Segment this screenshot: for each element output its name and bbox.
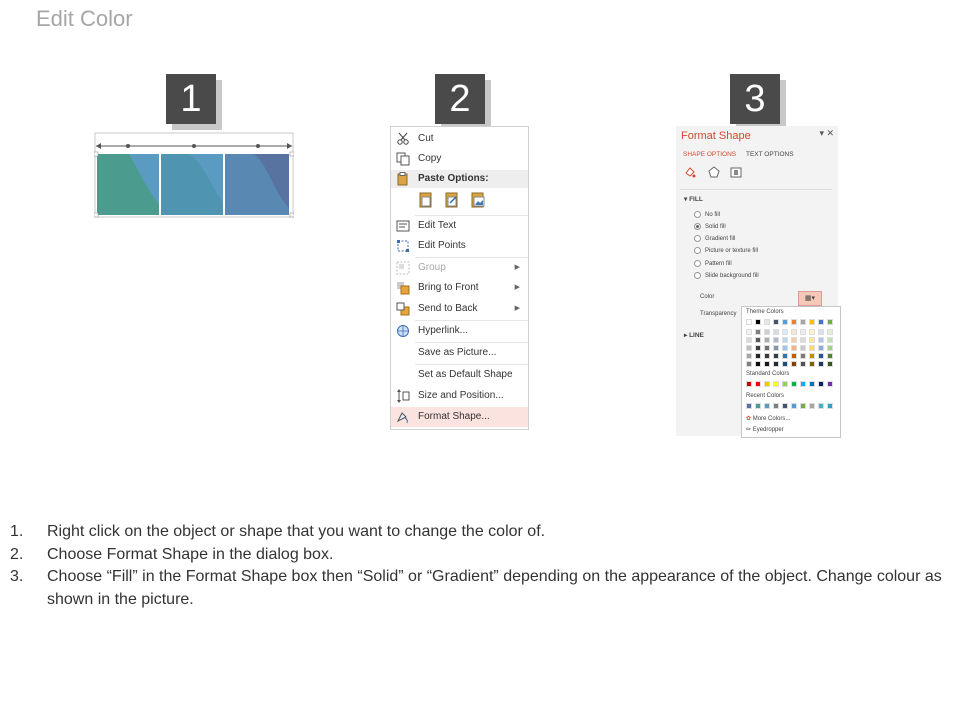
color-swatch[interactable] (827, 337, 833, 343)
radio-picture-texture-fill[interactable] (694, 246, 758, 256)
color-swatch[interactable] (773, 403, 779, 409)
color-swatch[interactable] (791, 353, 797, 359)
eyedropper-label: Eyedropper (752, 427, 784, 433)
menu-item-edit-points[interactable] (391, 236, 528, 256)
radio-label: Solid fill (705, 224, 726, 230)
menu-item-label: Cut (418, 133, 434, 144)
color-swatch[interactable] (827, 403, 833, 409)
color-swatch[interactable] (755, 319, 761, 325)
resize-handle (94, 152, 98, 156)
color-swatch[interactable] (800, 345, 806, 351)
handle-dot (126, 144, 130, 148)
radio-gradient-fill[interactable] (694, 234, 735, 244)
color-swatch[interactable] (818, 345, 824, 351)
radio-label: Picture or texture fill (705, 248, 759, 254)
color-swatch[interactable] (800, 329, 806, 335)
color-swatch[interactable] (809, 403, 815, 409)
color-palette-dropdown (741, 306, 841, 438)
scissors-icon (396, 132, 410, 146)
menu-item-hyperlink[interactable] (391, 321, 528, 341)
recent-colors-header: Recent Colors (746, 393, 785, 399)
menu-item-label: Bring to Front (418, 282, 479, 293)
radio-pattern-fill[interactable] (694, 259, 732, 269)
color-swatch[interactable] (827, 329, 833, 335)
eyedropper-icon: ✏ (746, 427, 752, 433)
radio-label: No fill (705, 212, 721, 218)
radio-label: Slide background fill (705, 273, 759, 279)
submenu-arrow-icon: ▶ (514, 305, 520, 312)
handle-dot (192, 144, 196, 148)
color-swatch[interactable] (800, 361, 806, 367)
menu-item-save-as-picture[interactable] (391, 343, 528, 363)
instruction-text: Choose “Fill” in the Format Shape box then “Solid” or “Gradient” depending on the appearance of the object. Change colour as shown in the picture. (47, 568, 942, 608)
color-swatch[interactable] (791, 337, 797, 343)
color-swatch[interactable] (746, 403, 752, 409)
color-swatch[interactable] (782, 353, 788, 359)
color-swatch[interactable] (755, 403, 761, 409)
size-position-icon (396, 389, 410, 403)
color-swatch[interactable] (764, 381, 770, 387)
color-swatch[interactable] (764, 329, 770, 335)
send-back-icon (396, 302, 410, 316)
color-picker-button[interactable]: ▦▾ (798, 291, 822, 306)
color-swatch[interactable] (755, 345, 761, 351)
menu-item-set-default-shape[interactable] (391, 365, 528, 385)
color-swatch[interactable] (773, 345, 779, 351)
color-swatch[interactable] (764, 353, 770, 359)
instruction-text: Right click on the object or shape that you want to change the color of. (47, 523, 546, 540)
resize-handle (290, 152, 294, 156)
color-wheel-icon: ✿ (746, 416, 752, 422)
more-colors-label: More Colors... (752, 416, 791, 422)
color-swatch[interactable] (827, 353, 833, 359)
standard-colors-header: Standard Colors (746, 371, 790, 377)
menu-item-label: Edit Text (418, 220, 457, 231)
color-swatch[interactable] (809, 353, 815, 359)
color-swatch[interactable] (755, 353, 761, 359)
menu-item-label: Group (418, 262, 446, 273)
menu-item-group[interactable] (391, 258, 528, 278)
color-swatch[interactable] (827, 319, 833, 325)
color-swatch[interactable] (764, 319, 770, 325)
badge-number: 3 (730, 74, 780, 124)
step-badge-1 (166, 74, 216, 124)
color-swatch[interactable] (818, 381, 824, 387)
bring-front-icon (396, 281, 410, 295)
color-swatch[interactable] (773, 353, 779, 359)
color-swatch[interactable] (827, 381, 833, 387)
color-swatch[interactable] (800, 319, 806, 325)
color-swatch[interactable] (809, 381, 815, 387)
color-swatch[interactable] (809, 319, 815, 325)
color-swatch[interactable] (782, 329, 788, 335)
pane-controls[interactable]: ▾ ✕ (819, 128, 834, 138)
color-swatch[interactable] (827, 345, 833, 351)
color-swatch[interactable] (755, 381, 761, 387)
page-title: Edit Color (36, 6, 133, 31)
color-swatch[interactable] (818, 337, 824, 343)
fill-line-icon[interactable] (684, 166, 696, 178)
color-swatch[interactable] (818, 319, 824, 325)
fill-header-label: FILL (689, 196, 703, 203)
color-swatch[interactable] (809, 361, 815, 367)
instruction-item (10, 521, 950, 544)
color-swatch[interactable] (782, 403, 788, 409)
menu-item-cut[interactable] (391, 129, 528, 149)
hyperlink-icon (396, 324, 410, 338)
color-swatch[interactable] (809, 337, 815, 343)
eyedropper-option[interactable] (746, 426, 784, 433)
pane-divider (680, 189, 832, 190)
step-badge-2 (435, 74, 485, 124)
color-swatch[interactable] (746, 353, 752, 359)
instruction-item (10, 544, 950, 567)
color-swatch[interactable] (782, 319, 788, 325)
color-swatch[interactable] (764, 337, 770, 343)
color-swatch[interactable] (818, 403, 824, 409)
color-swatch[interactable] (764, 403, 770, 409)
radio-slide-background-fill[interactable] (694, 271, 759, 281)
fill-section-header[interactable]: ▾ FILL (684, 196, 703, 203)
color-swatch[interactable] (764, 345, 770, 351)
instruction-text: Choose Format Shape in the dialog box. (47, 545, 334, 563)
color-swatch[interactable] (782, 361, 788, 367)
paste-options-header (391, 170, 528, 188)
instruction-list (10, 521, 950, 611)
color-swatch[interactable] (791, 329, 797, 335)
menu-item-size-position[interactable] (391, 386, 528, 406)
badge-number: 2 (435, 74, 485, 124)
color-swatch[interactable] (791, 319, 797, 325)
instruction-number: 3. (10, 568, 24, 585)
line-section-header[interactable]: ▸ LINE (684, 332, 704, 339)
color-swatch[interactable] (800, 403, 806, 409)
color-label: Color (700, 294, 715, 300)
selected-shape-preview[interactable] (94, 132, 294, 218)
menu-item-label: Edit Points (418, 240, 466, 251)
step-badge-3 (730, 74, 780, 124)
menu-item-format-shape[interactable] (391, 407, 528, 427)
submenu-arrow-icon: ▶ (514, 284, 520, 291)
color-swatch[interactable] (746, 361, 752, 367)
paste-options-label: Paste Options: (418, 173, 489, 184)
radio-label: Pattern fill (705, 261, 732, 267)
instruction-number: 2. (10, 545, 24, 563)
color-swatch[interactable] (746, 345, 752, 351)
color-swatch[interactable] (818, 353, 824, 359)
color-swatch[interactable] (809, 329, 815, 335)
more-colors-option[interactable] (746, 415, 790, 422)
color-swatch[interactable] (800, 337, 806, 343)
color-swatch[interactable] (818, 361, 824, 367)
line-header-label: LINE (689, 332, 704, 339)
resize-handle (94, 213, 98, 217)
menu-item-label: Copy (418, 153, 442, 164)
color-swatch[interactable] (809, 345, 815, 351)
menu-item-label: Size and Position... (418, 390, 504, 401)
radio-no-fill[interactable] (694, 210, 720, 220)
color-swatch[interactable] (746, 319, 752, 325)
menu-item-label: Save as Picture... (418, 347, 497, 358)
transparency-label: Transparency (700, 311, 737, 317)
color-swatch[interactable] (755, 329, 761, 335)
color-swatch[interactable] (746, 337, 752, 343)
paste-option-icons (418, 191, 498, 211)
edit-points-icon (396, 239, 410, 253)
color-swatch[interactable] (773, 381, 779, 387)
color-swatch[interactable] (746, 381, 752, 387)
instruction-number: 1. (10, 523, 24, 540)
arrow-left-icon (96, 143, 101, 149)
instruction-item (10, 566, 950, 611)
color-swatch[interactable] (773, 329, 779, 335)
edit-text-icon (396, 219, 410, 233)
paste-icon (396, 172, 410, 186)
menu-item-label: Send to Back (418, 303, 478, 314)
arrow-right-icon (287, 143, 292, 149)
submenu-arrow-icon: ▶ (514, 264, 520, 271)
badge-number: 1 (166, 74, 216, 124)
color-swatch[interactable] (764, 361, 770, 367)
copy-icon (396, 152, 410, 166)
menu-item-label: Format Shape... (418, 411, 490, 422)
color-swatch[interactable] (773, 319, 779, 325)
menu-item-send-to-back[interactable] (391, 299, 528, 319)
tab-shape-options[interactable]: SHAPE OPTIONS (683, 151, 737, 158)
color-swatch[interactable] (791, 381, 797, 387)
theme-colors-header: Theme Colors (746, 309, 784, 315)
size-properties-icon[interactable] (730, 167, 742, 178)
color-swatch[interactable] (791, 345, 797, 351)
radio-solid-fill[interactable] (694, 222, 726, 232)
color-swatch[interactable] (773, 361, 779, 367)
color-swatch[interactable] (782, 381, 788, 387)
paste-picture-icon[interactable] (470, 191, 486, 209)
color-swatch[interactable] (782, 345, 788, 351)
color-swatch[interactable] (818, 329, 824, 335)
menu-item-copy[interactable] (391, 149, 528, 169)
tab-text-options[interactable]: TEXT OPTIONS (746, 151, 794, 158)
color-swatch[interactable] (791, 403, 797, 409)
color-swatch[interactable] (800, 353, 806, 359)
color-swatch[interactable] (800, 381, 806, 387)
menu-item-bring-to-front[interactable] (391, 278, 528, 298)
handle-dot (256, 144, 260, 148)
resize-handle (290, 213, 294, 217)
color-swatch[interactable] (755, 361, 761, 367)
color-swatch[interactable] (782, 337, 788, 343)
color-swatch[interactable] (791, 361, 797, 367)
radio-label: Gradient fill (705, 236, 736, 242)
menu-item-label: Set as Default Shape (418, 369, 513, 380)
group-icon (396, 261, 410, 275)
menu-item-edit-text[interactable] (391, 216, 528, 236)
color-swatch[interactable] (773, 337, 779, 343)
paste-keep-formatting-icon[interactable] (418, 191, 434, 209)
paste-destination-icon[interactable] (444, 191, 460, 209)
menu-item-label: Hyperlink... (418, 325, 469, 336)
context-menu (390, 126, 529, 430)
effects-icon[interactable] (708, 166, 720, 178)
format-shape-icon (396, 410, 410, 424)
color-swatch[interactable] (746, 329, 752, 335)
color-swatch[interactable] (827, 361, 833, 367)
color-swatch[interactable] (755, 337, 761, 343)
pane-title: Format Shape (681, 130, 751, 142)
